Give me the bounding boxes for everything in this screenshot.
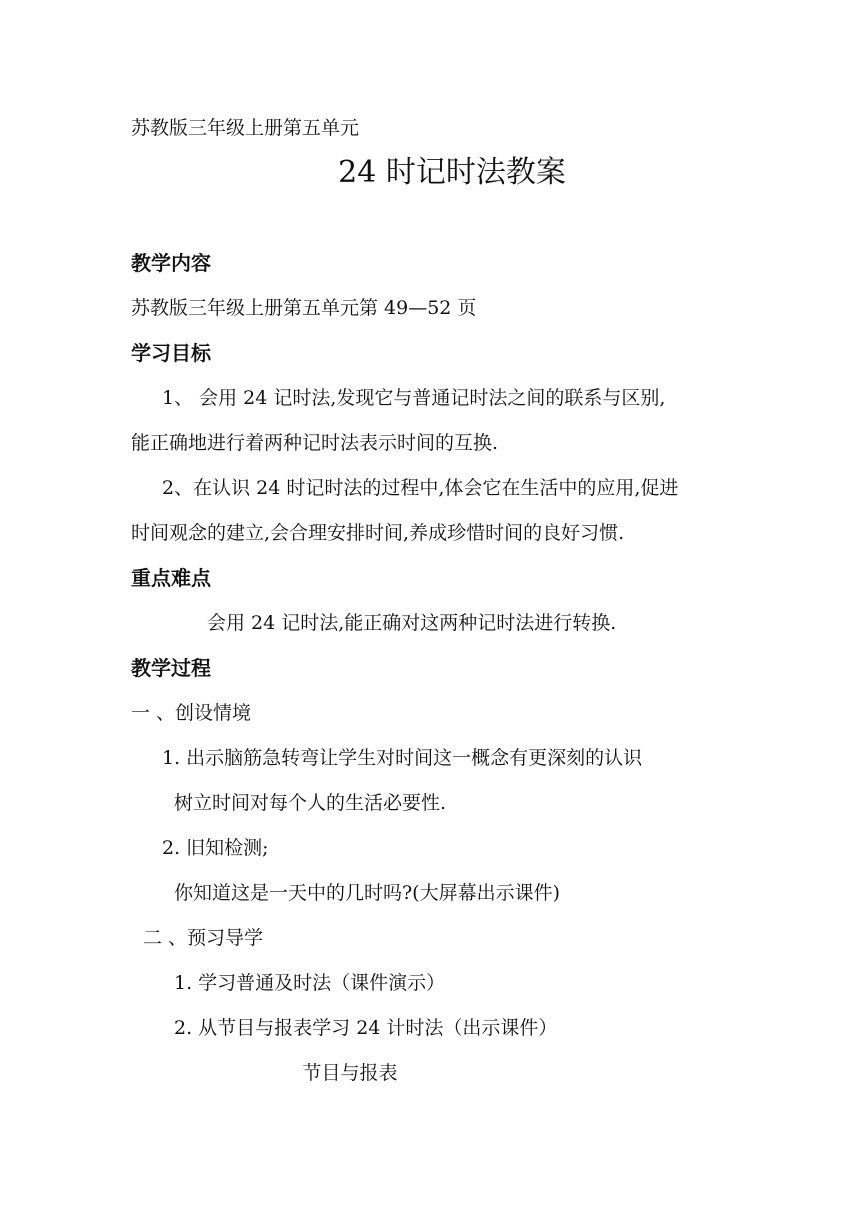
content-text: 苏教版三年级上册第五单元第 49—52 页 xyxy=(131,297,477,319)
table-caption: 节目与报表 xyxy=(302,1062,398,1084)
goal-2-line-1: 2、在认识 24 时记时法的过程中,体会它在生活中的应用,促进 xyxy=(162,477,679,499)
step-2-item-1: 1. 学习普通及时法（课件演示） xyxy=(174,972,446,994)
section-heading-goals: 学习目标 xyxy=(131,341,211,365)
goal-1-line-2: 能正确地进行着两种记时法表示时间的互换. xyxy=(131,432,499,454)
section-heading-key-points: 重点难点 xyxy=(131,566,211,590)
step-1-item-1-line-2: 树立时间对每个人的生活必要性. xyxy=(174,792,447,814)
document-title: 24 时记时法教案 xyxy=(338,155,566,190)
section-heading-process: 教学过程 xyxy=(131,656,211,680)
goal-2-line-2: 时间观念的建立,会合理安排时间,养成珍惜时间的良好习惯. xyxy=(131,522,625,544)
step-2-heading: 二 、预习导学 xyxy=(143,927,264,949)
key-points-text: 会用 24 记时法,能正确对这两种记时法进行转换. xyxy=(207,612,617,634)
section-heading-content: 教学内容 xyxy=(131,251,211,275)
step-1-item-2: 2. 旧知检测; xyxy=(162,837,269,859)
step-1-heading: 一 、创设情境 xyxy=(131,702,252,724)
document-subtitle: 苏教版三年级上册第五单元 xyxy=(131,117,360,139)
step-1-item-2-detail: 你知道这是一天中的几时吗?(大屏幕出示课件) xyxy=(174,882,561,904)
goal-1-line-1: 1、 会用 24 记时法,发现它与普通记时法之间的联系与区别, xyxy=(162,387,666,409)
step-1-item-1-line-1: 1. 出示脑筋急转弯让学生对时间这一概念有更深刻的认识 xyxy=(162,747,643,769)
step-2-item-2: 2. 从节目与报表学习 24 计时法（出示课件） xyxy=(174,1017,558,1039)
